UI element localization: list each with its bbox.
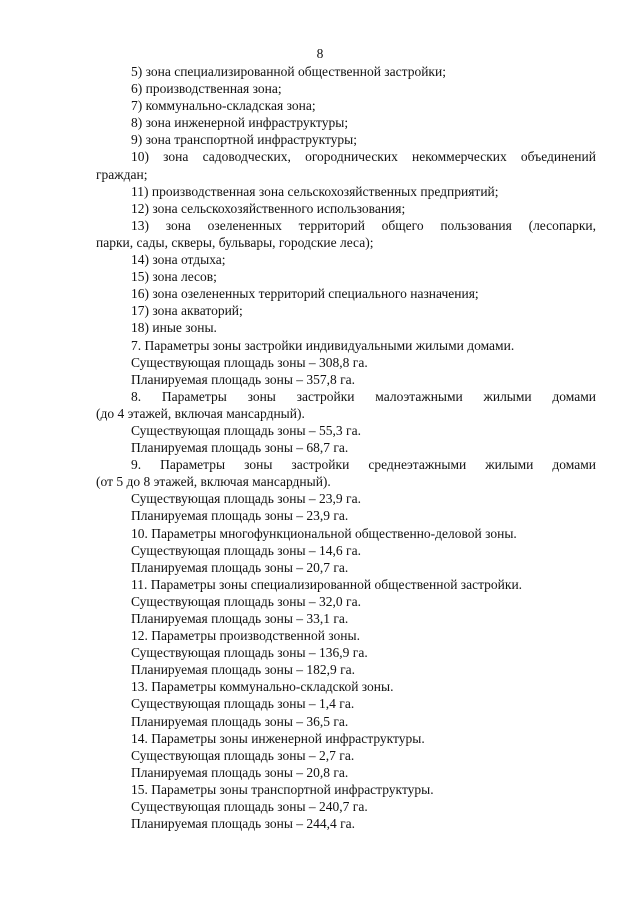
text-line: 10) зона садоводческих, огороднических некоммерческих объединений [131,149,596,165]
text-line: Существующая площадь зоны – 14,6 га. [131,542,361,558]
text-line: 5) зона специализированной общественной застройки; [131,64,446,79]
text-line: 15) зона лесов; [131,269,217,285]
text-line: Существующая площадь зоны – 23,9 га. [131,491,361,507]
text-line: Существующая площадь зоны – 55,3 га. [131,422,361,438]
text-line: 11. Параметры зоны специализированной общественной застройки. [131,576,523,592]
text-line: 13) зона озелененных территорий общего пользования (лесопарки, [131,217,596,233]
document-body [96,63,596,832]
text-line: 18) иные зоны. [131,320,217,336]
text-line: 8) зона инженерной инфраструктуры; [131,115,349,131]
text-line: 14. Параметры зоны инженерной инфраструктуры. [131,730,425,746]
text-line: Существующая площадь зоны – 2,7 га. [131,747,355,763]
text-line: 10. Параметры многофункциональной общественно-деловой зоны. [131,525,517,541]
text-line: Планируемая площадь зоны – 20,8 га. [131,764,349,780]
text-line: Планируемая площадь зоны – 244,4 га. [131,816,356,832]
page-number: 8 [316,46,324,61]
text-line: Существующая площадь зоны – 1,4 га. [131,696,355,712]
text-line: 12) зона сельскохозяйственного использования; [131,200,406,216]
text-line: 12. Параметры производственной зоны. [131,628,360,644]
text-line: (до 4 этажей, включая мансардный). [96,405,305,421]
text-line: Планируемая площадь зоны – 182,9 га. [131,662,356,678]
text-line: Существующая площадь зоны – 136,9 га. [131,645,368,661]
text-line: граждан; [96,166,148,182]
text-line: Планируемая площадь зоны – 357,8 га. [131,371,356,387]
text-line: Существующая площадь зоны – 308,8 га. [131,354,368,370]
text-line: 7) коммунально-складская зона; [131,98,316,114]
text-line: (от 5 до 8 этажей, включая мансардный). [96,474,331,490]
text-line: 15. Параметры зоны транспортной инфраструктуры. [131,781,434,797]
text-line: 6) производственная зона; [131,81,282,97]
text-line: 16) зона озелененных территорий специального назначения; [131,286,479,302]
text-line: 8. Параметры зоны застройки малоэтажными жилыми домами [131,388,596,404]
text-line: Существующая площадь зоны – 32,0 га. [131,593,361,609]
text-line: 17) зона акваторий; [131,303,243,319]
text-line: парки, сады, скверы, бульвары, городские леса); [96,234,374,250]
text-line: 7. Параметры зоны застройки индивидуальными жилыми домами. [131,337,515,353]
text-line: Планируемая площадь зоны – 36,5 га. [131,713,349,729]
text-line: Планируемая площадь зоны – 33,1 га. [131,611,349,626]
text-line: Планируемая площадь зоны – 23,9 га. [131,508,349,524]
text-line: Существующая площадь зоны – 240,7 га. [131,799,368,815]
text-line: Планируемая площадь зоны – 68,7 га. [131,440,349,456]
text-line: 13. Параметры коммунально-складской зоны. [131,679,394,695]
text-line: 14) зона отдыха; [131,252,226,268]
text-line: 11) производственная зона сельскохозяйственных предприятий; [131,183,499,199]
text-line: 9. Параметры зоны застройки среднеэтажными жилыми домами [131,457,596,473]
text-line: 9) зона транспортной инфраструктуры; [131,132,357,148]
text-line: Планируемая площадь зоны – 20,7 га. [131,559,349,575]
